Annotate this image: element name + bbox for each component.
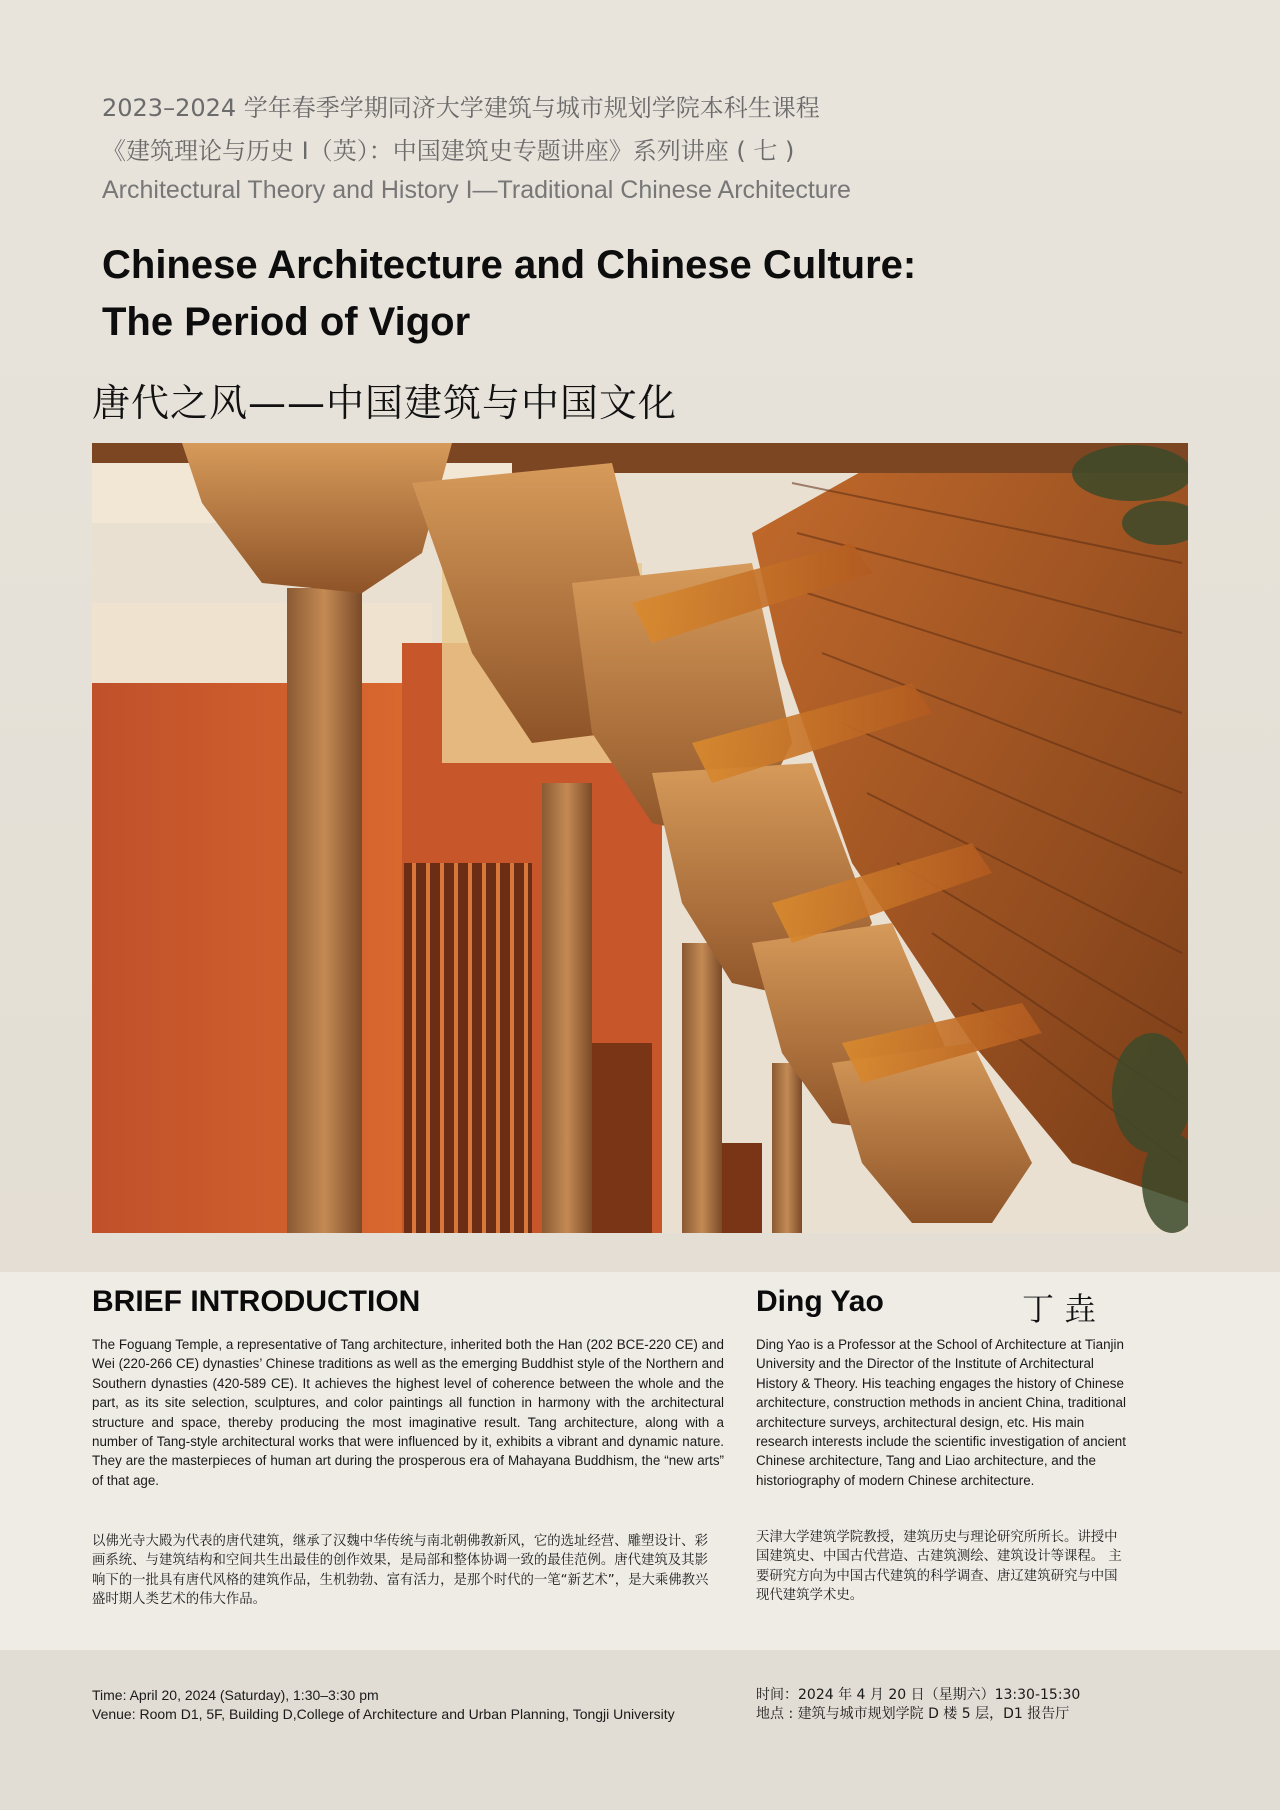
course-title-cn-line2: 《建筑理论与历史 I（英）：中国建筑史专题讲座》系列讲座 ( 七 ) (102, 137, 795, 165)
event-venue-en: Venue: Room D1, 5F, Building D,College of Architecture and Urban Planning, Tongji University (92, 1706, 675, 1722)
footer-band (0, 1650, 1280, 1810)
temple-eaves-photo (92, 443, 1188, 1233)
event-venue-cn: 地点 : 建筑与城市规划学院 D 楼 5 层，D1 报告厅 (756, 1706, 1070, 1722)
lecture-title-en-line1: Chinese Architecture and Chinese Culture: (102, 243, 917, 287)
event-time-en: Time: April 20, 2024 (Saturday), 1:30–3:30 pm (92, 1687, 379, 1703)
speaker-name-cn: 丁垚 (1022, 1290, 1107, 1328)
event-time-cn: 时间：2024 年 4 月 20 日（星期六）13:30-15:30 (756, 1687, 1081, 1703)
wooden-column-middle (542, 783, 592, 1233)
wooden-column-far (772, 1063, 802, 1233)
introduction-text-cn: 以佛光寺大殿为代表的唐代建筑，继承了汉魏中华传统与南北朝佛教新风，它的选址经营、雕塑设计、彩画系统、与建筑结构和空间共生出最佳的创作效果，是局部和整体协调一致的最佳范例。唐代建筑及其影响下的一批具有唐代风格的建筑作品，生机勃勃、富有活力，是那个时代的一笔“新艺术”，是大乘佛教兴盛时期人类艺术的伟大作品。 (92, 1534, 709, 1608)
speaker-name-en: Ding Yao (756, 1285, 884, 1318)
lattice-window (404, 863, 532, 1233)
introduction-text-en: The Foguang Temple, a representative of Tang architecture, inherited both the Han (202 BCE-220 CE) and Wei (220-266 CE) dynasties’ Chinese traditions as well as the emerging Buddhist style of the Northern and Southern dynasties (420-589 CE). It achieves the highest level of coherence between the whole and the part, as its site selection, sculptures, and color paintings all function in harmony with the architectural structure and space, thereby producing the most imaginative result. Tang architecture, along with a number of Tang-style architectural works that were influenced by it, exhibits a vibrant and dynamic nature. They are the masterpieces of human art during the prosperous era of Mahayana Buddhism, the “new arts” of that age. (92, 1337, 724, 1488)
brief-introduction-heading: BRIEF INTRODUCTION (92, 1285, 421, 1318)
speaker-bio-cn: 天津大学建筑学院教授，建筑历史与理论研究所所长。讲授中国建筑史、中国古代营造、古建筑测绘、建筑设计等课程。 主要研究方向为中国古代建筑的科学调查、唐辽建筑研究与中国现代建筑学术史。 (756, 1530, 1122, 1604)
course-title-en: Architectural Theory and History I—Traditional Chinese Architecture (102, 176, 851, 204)
lecture-title-cn: 唐代之风——中国建筑与中国文化 (92, 381, 678, 425)
speaker-bio-en: Ding Yao is a Professor at the School of Architecture at Tianjin University and the Director of the Institute of Architectural History & Theory. His teaching engages the history of Chinese architecture, construction methods in ancient China, traditional architecture surveys, architectural design, etc. His main research interests include the scientific investigation of ancient Chinese architecture, Tang and Liao architecture, and the historiography of modern Chinese architecture. (756, 1337, 1126, 1488)
lecture-title-en-line2: The Period of Vigor (102, 300, 471, 344)
wooden-column-left (287, 588, 362, 1233)
wooden-column-right (682, 943, 722, 1233)
white-wall-band (92, 603, 432, 683)
door-panel (592, 1043, 652, 1233)
course-title-cn-line1: 2023–2024 学年春季学期同济大学建筑与城市规划学院本科生课程 (102, 94, 820, 122)
